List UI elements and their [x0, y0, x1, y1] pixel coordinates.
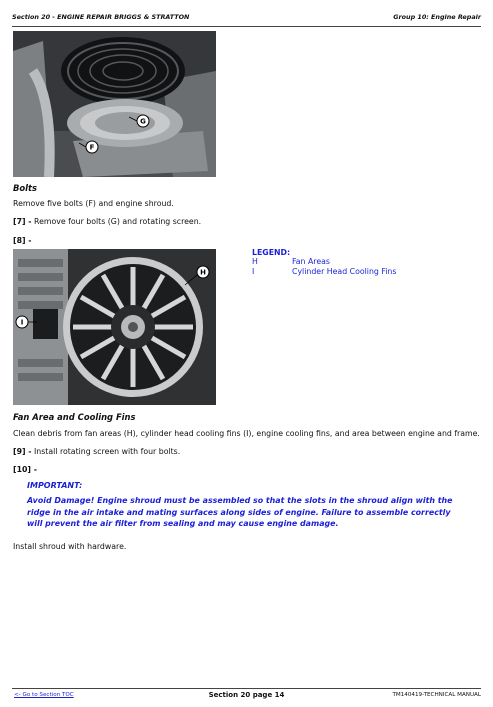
step-7 [13, 217, 201, 226]
fan-illustration [13, 249, 216, 405]
fan-area-caption: Fan Area and Cooling Fins [13, 412, 136, 422]
legend-title: LEGEND: [252, 248, 291, 257]
remove-shroud-text: Remove five bolts (F) and engine shroud. [13, 199, 174, 208]
legend [252, 248, 396, 277]
fan-area-figure [13, 249, 216, 405]
label-h: H [200, 268, 206, 277]
legend-row [252, 257, 396, 267]
bolts-figure [13, 31, 216, 177]
label-f: F [89, 143, 95, 152]
legend-table [252, 257, 396, 277]
page-footer [12, 688, 481, 703]
step-10-number: [10] - [13, 465, 37, 474]
bolts-illustration [13, 31, 216, 177]
step-7-text: Remove four bolts (G) and rotating screen. [34, 217, 202, 226]
step-9-text: Install rotating screen with four bolts. [34, 447, 181, 456]
go-to-toc-link[interactable]: <- Go to Section TOC [14, 692, 74, 698]
step-9-number: [9] - [13, 447, 32, 456]
manual-id: TM140419-TECHNICAL MANUAL [392, 692, 481, 698]
label-i: I [20, 318, 24, 327]
bolts-caption: Bolts [13, 183, 37, 193]
legend-key: H [252, 257, 258, 266]
legend-value: Cylinder Head Cooling Fins [292, 267, 397, 276]
legend-value: Fan Areas [292, 257, 330, 266]
group-title: Group 10: Engine Repair [393, 13, 481, 21]
page-number: Section 20 page 14 [208, 691, 285, 699]
step-7-number: [7] - [13, 217, 32, 226]
page-header [12, 10, 481, 27]
step-8-number: [8] - [13, 236, 32, 245]
important-body: Avoid Damage! Engine shroud must be assembled so that the slots in the shroud align with the ridge in the air intake and mating surfaces along sides of engine. Failure to assemble correctly will prevent the air filter from sealing and may cause engine damage. [27, 496, 453, 528]
clean-debris-text: Clean debris from fan areas (H), cylinder head cooling fins (I), engine cooling fins, and area between engine and frame. [13, 429, 480, 438]
legend-key: I [252, 267, 255, 276]
install-shroud-text: Install shroud with hardware. [13, 542, 127, 551]
section-title: Section 20 - ENGINE REPAIR BRIGGS & STRATTON [12, 13, 190, 21]
label-g: G [140, 117, 146, 126]
step-9 [13, 447, 180, 456]
legend-row [252, 267, 396, 277]
important-title: IMPORTANT: [27, 481, 83, 490]
step-8 [13, 236, 32, 245]
step-10 [13, 465, 37, 474]
